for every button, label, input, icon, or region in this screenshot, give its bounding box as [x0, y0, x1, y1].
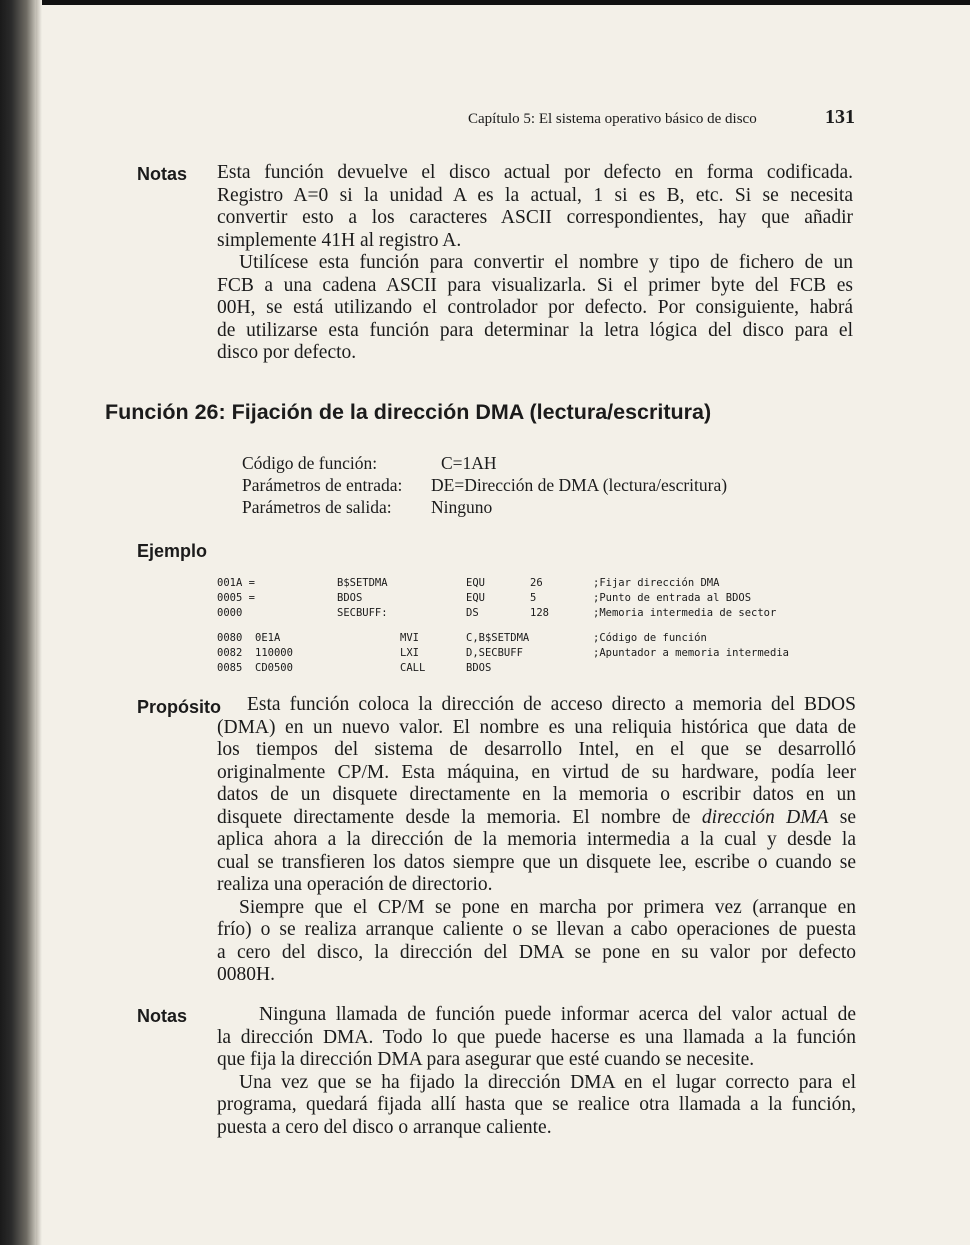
- purpose-label: Propósito: [137, 697, 221, 717]
- text-line: simplemente 41H al registro A.: [217, 229, 462, 251]
- code-label: SECBUFF:: [337, 607, 388, 619]
- text-line: frío) o se realiza arranque caliente o se llevan a cabo operaciones de puesta: [217, 919, 856, 940]
- code-comment: ;Memoria intermedia de sector: [593, 607, 777, 619]
- text-line: FCB a una cadena ASCII para visualizarla. Si el primer byte del FCB es: [217, 274, 853, 296]
- text-line: Utilícese esta función para convertir el nombre y tipo de fichero de un: [239, 252, 853, 273]
- text-line: Esta función coloca la dirección de acceso directo a memoria del BDOS: [247, 694, 856, 715]
- text-line: originalmente CP/M. Esta máquina, en virtud de su hardware, podía leer: [217, 761, 856, 783]
- page-number: 131: [825, 106, 855, 128]
- code-address: 0085: [217, 662, 243, 674]
- code-comment: ;Fijar dirección DMA: [593, 577, 720, 589]
- text-line: aplica ahora a la dirección de la memoria intermedia a la cual y desde la: [217, 829, 856, 850]
- text-line: que fija la dirección DMA para asegurar que esté cuando se necesite.: [217, 1049, 755, 1070]
- code-opcode: EQU: [466, 592, 485, 604]
- notes-paragraph: [217, 1004, 856, 1139]
- page-header: [440, 108, 855, 132]
- code-comment: ;Apuntador a memoria intermedia: [593, 647, 789, 659]
- parameter-value: C=1AH: [441, 453, 497, 473]
- text-line: puesta a cero del disco o arranque caliente.: [217, 1116, 552, 1138]
- italic-term: dirección DMA: [701, 806, 829, 828]
- book-gutter: [36, 0, 42, 1245]
- text-line: los tiempos del sistema de desarrollo Intel, en el que se desarrolló: [217, 739, 856, 760]
- text-line: Esta función devuelve el disco actual por defecto en forma codificada.: [217, 162, 853, 183]
- parameter-label: Parámetros de salida:: [242, 497, 392, 517]
- code-opcode: CALL: [400, 662, 426, 674]
- text-line: convertir esto a los caracteres ASCII correspondientes, hay que añadir: [217, 207, 853, 228]
- text-line: datos de un disquete directamente en la memoria o escribir datos en un: [217, 784, 856, 805]
- code-opcode: MVI: [400, 632, 419, 644]
- text-line: la dirección DMA. Todo lo que puede hacerse es una llamada a la función: [217, 1026, 856, 1048]
- text-line: (DMA) en un nuevo valor. El nombre es una reliquia histórica que data de: [217, 716, 856, 738]
- code-label: B$SETDMA: [337, 577, 388, 589]
- code-operand: 128: [530, 607, 549, 619]
- parameter-label: Código de función:: [242, 453, 378, 473]
- parameter-value: DE=Dirección de DMA (lectura/escritura): [431, 475, 728, 495]
- code-bytes: 0E1A: [255, 632, 281, 644]
- code-address: 001A =: [217, 577, 255, 589]
- parameter-label: Parámetros de entrada:: [242, 475, 403, 495]
- text-line: programa, quedará fijada allí hasta que se realice otra llamada a la función,: [217, 1094, 856, 1115]
- text-line: realiza una operación de directorio.: [217, 874, 493, 895]
- book-spine-shadow: [0, 0, 38, 1245]
- text-line: Una vez que se ha fijado la dirección DMA en el lugar correcto para el: [239, 1071, 856, 1093]
- page-top-edge: [0, 0, 970, 5]
- notes-label: Notas: [137, 164, 188, 184]
- text-line: Siempre que el CP/M se pone en marcha por primera vez (arranque en: [239, 896, 856, 918]
- text-line: Ninguna llamada de función puede informar acerca del valor actual de: [259, 1004, 856, 1025]
- code-comment: ;Punto de entrada al BDOS: [593, 592, 752, 604]
- purpose-paragraph: [217, 694, 856, 987]
- text-line: cual se transfieren los datos siempre que un disquete lee, escribe o cuando se: [217, 851, 856, 873]
- code-opcode: EQU: [466, 577, 485, 589]
- text-line: a cero del disco, la dirección del DMA se pone en su valor por defecto: [217, 941, 856, 963]
- code-operand: 5: [530, 592, 537, 604]
- example-label: Ejemplo: [137, 541, 208, 561]
- code-address: 0000: [217, 607, 243, 619]
- code-operand: D,SECBUFF: [466, 647, 523, 659]
- code-address: 0080: [217, 632, 243, 644]
- code-opcode: DS: [466, 607, 479, 619]
- code-operand: 26: [530, 577, 543, 589]
- text-fragment: se: [839, 806, 857, 828]
- notes-paragraph: [217, 162, 853, 365]
- code-comment: ;Código de función: [593, 632, 707, 644]
- running-head: Capítulo 5: El sistema operativo básico de disco: [468, 111, 757, 127]
- code-operand: BDOS: [466, 662, 492, 674]
- code-operand: C,B$SETDMA: [466, 632, 530, 644]
- text-line: [217, 807, 856, 830]
- code-opcode: LXI: [400, 647, 419, 659]
- text-line: de utilizarse esta función para determinar la letra lógica del disco para el: [217, 319, 853, 341]
- text-line: Registro A=0 si la unidad A es la actual, 1 si es B, etc. Si se necesita: [217, 184, 853, 206]
- notes-label: Notas: [137, 1006, 188, 1026]
- parameter-value: Ninguno: [431, 497, 493, 517]
- text-fragment: disquete directamente desde la memoria. El nombre de: [217, 806, 691, 828]
- code-address: 0082: [217, 647, 243, 659]
- code-bytes: CD0500: [255, 662, 293, 674]
- code-label: BDOS: [337, 592, 363, 604]
- text-line: 00H, se está utilizando el controlador por defecto. Por consiguiente, habrá: [217, 297, 853, 318]
- section-title: Función 26: Fijación de la dirección DMA (lectura/escritura): [105, 400, 712, 424]
- text-line: disco por defecto.: [217, 342, 357, 363]
- text-line: 0080H.: [217, 964, 275, 985]
- code-bytes: 110000: [255, 647, 293, 659]
- code-address: 0005 =: [217, 592, 255, 604]
